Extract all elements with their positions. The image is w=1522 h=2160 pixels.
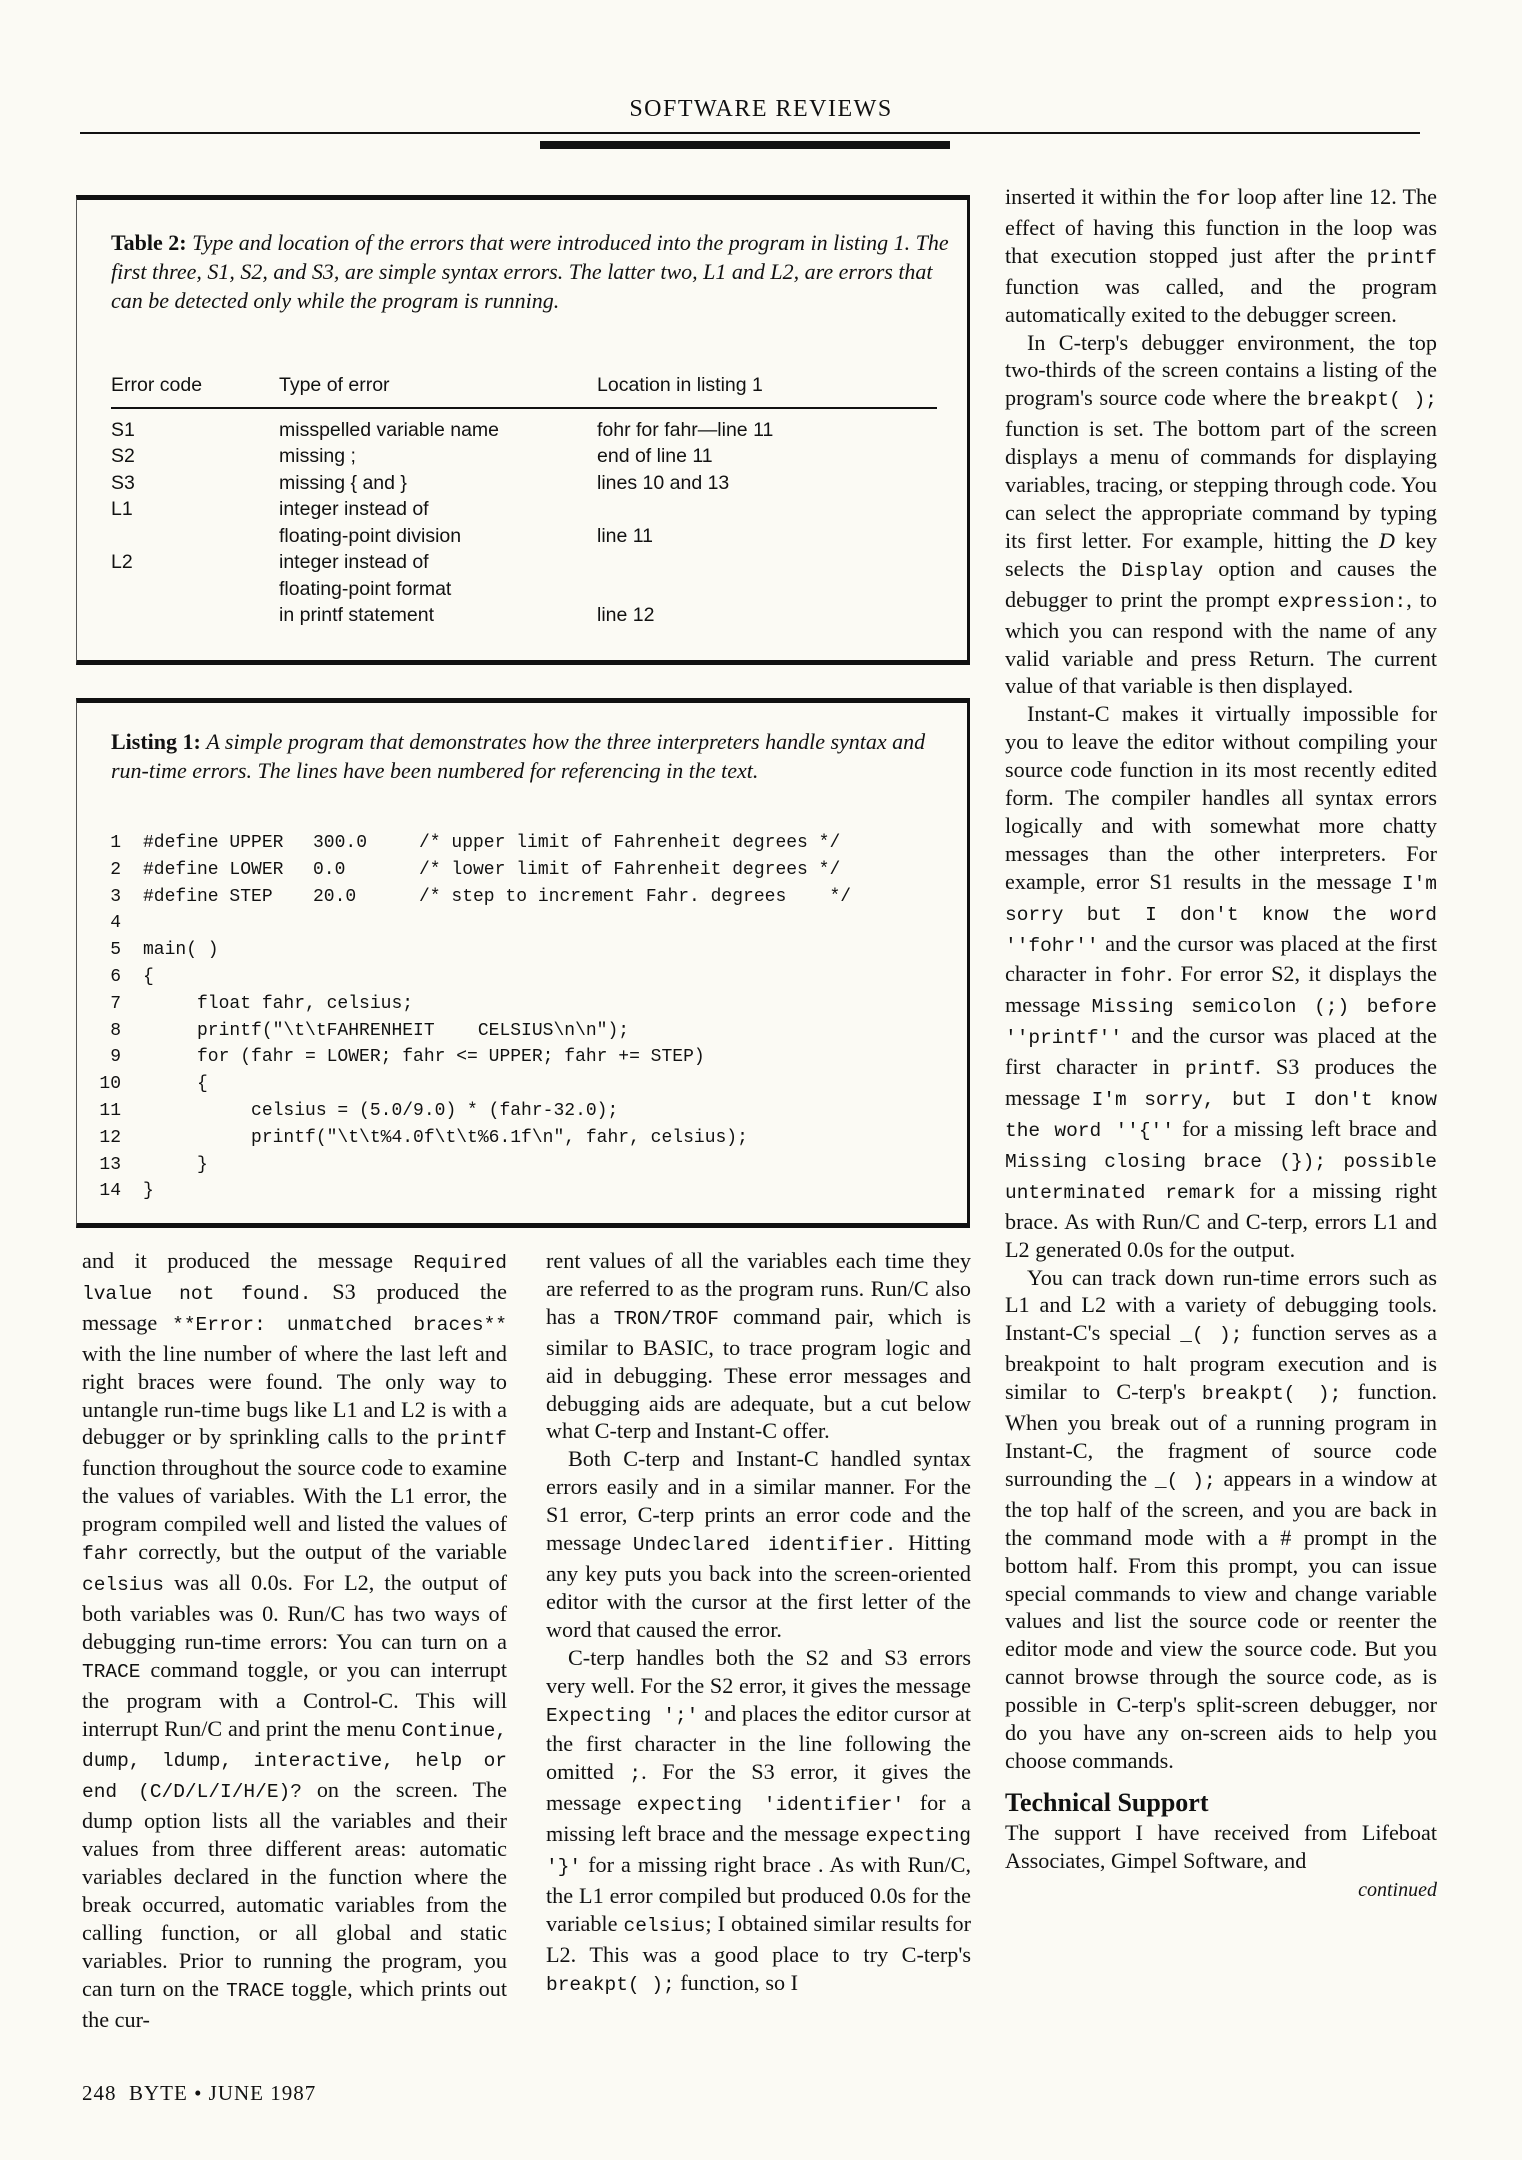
code-text: } xyxy=(143,1154,208,1175)
paragraph: and it produced the message Required lvalue not found. S3 produced the message **Error: unmatched braces** with the line number of where the last left and right braces were found. The only way to untangle run-time bugs like L1 and L2 is with a debugger or by sprinkling calls to the printf function throughout the source code to examine the values of variables. With the L1 error, the program compiled well and listed the values of fahr correctly, but the output of the variable celsius was all 0.0s. For L2, the output of both variables was 0. Run/C has two ways of debugging run-time errors: You can turn on a TRACE command toggle, or you can interrupt the program with a Control-C. This will interrupt Run/C and print the menu Continue, dump, ldump, interactive, help or end (C/D/L/I/H/E)? on the screen. The dump option lists all the variables and their values from three different areas: automatic variables declared in the function where the break occurred, automatic variables from the calling function, or all global and static variables. Prior to running the program, you can turn on the TRACE toggle, which prints out the cur- xyxy=(82,1248,507,2032)
inline-code: expecting 'identifier' xyxy=(636,1794,905,1817)
error-type-line: integer instead of xyxy=(279,551,429,573)
code-text: #define LOWER xyxy=(143,859,284,880)
table-row xyxy=(111,470,937,497)
error-code: S1 xyxy=(111,418,135,441)
error-code: L1 xyxy=(111,498,133,520)
error-type xyxy=(279,549,597,629)
error-location: lines 10 and 13 xyxy=(597,471,730,494)
code-value: 20.0 xyxy=(313,886,357,907)
error-location xyxy=(597,496,937,549)
code-text: main( ) xyxy=(143,940,219,961)
listing-1-caption xyxy=(111,727,951,785)
inline-code: printf xyxy=(1366,246,1437,269)
line-number: 14 xyxy=(99,1181,121,1202)
section-heading: Technical Support xyxy=(1005,1787,1209,1817)
line-number: 3 xyxy=(110,886,121,907)
table-row xyxy=(111,408,937,444)
paragraph: Instant-C makes it virtually impossible for you to leave the editor without compiling your source code function in its most recently edited form. The compiler handles all syntax errors logically and with somewhat more chatty messages than the other interpreters. For example, error S1 results in the message I'm sorry but I don't know the word ''fohr'' and the cursor was placed at the first character in fohr. For error S2, it displays the message Missing semicolon (;) before ''printf'' and the cursor was placed at the first character in printf. S3 produces the message I'm sorry, but I don't know the word ''{'' for a missing left brace and Missing closing brace (}); possible unterminated remark for a missing right brace. As with Run/C and C-terp, errors L1 and L2 generated 0.0s for the output. xyxy=(1005,701,1438,1262)
code-comment: /* step to increment Fahr. degrees */ xyxy=(419,886,852,907)
header-bar xyxy=(540,141,950,149)
column-3 xyxy=(1005,183,1437,1905)
inline-code: expecting '}' xyxy=(546,1825,971,1879)
code-text: printf("\t\t%4.0f\t\t%6.1f\n", fahr, celsius); xyxy=(143,1127,748,1148)
error-type-line: floating-point format xyxy=(279,577,452,600)
table-2-caption-text: Type and location of the errors that were introduced into the program in listing 1. The first three, S1, S2, and S3, are simple syntax errors. The latter two, L1 and L2, are errors that can be detected only while the program is running. xyxy=(111,230,949,313)
inline-code: breakpt( ); xyxy=(1307,389,1437,412)
inline-code: _( ); xyxy=(1154,1469,1216,1492)
code-value: 300.0 xyxy=(313,833,368,853)
inline-code: expression: xyxy=(1277,590,1407,613)
error-code: S2 xyxy=(111,445,135,467)
inline-code: printf xyxy=(1184,1058,1256,1081)
code-comment: /* upper limit of Fahrenheit degrees */ xyxy=(419,833,841,853)
inline-code: Missing semicolon (;) before ''printf'' xyxy=(1005,996,1437,1050)
inline-code: ; xyxy=(629,1763,642,1786)
error-type: misspelled variable name xyxy=(279,418,500,441)
code-text: } xyxy=(143,1181,154,1202)
code-comment: /* lower limit of Fahrenheit degrees */ xyxy=(419,859,841,880)
inline-code: celsius xyxy=(623,1914,706,1937)
inline-code: **Error: unmatched braces** xyxy=(172,1313,507,1336)
code-text: celsius = (5.0/9.0) * (fahr-32.0); xyxy=(143,1100,619,1121)
paragraph: You can track down run-time errors such as L1 and L2 with a variety of debugging tools. Instant-C's special _( ); function serves as a breakpoint to halt program execution and is similar to C-terp's breakpt( ); function. When you break out of a running program in Instant-C, the fragment of source code surrounding the _( ); appears in a window at the top half of the screen, and you are back in the command mode with a # prompt in the bottom half. From this prompt, you can issue special commands to view and change variable values and list the source code or reenter the editor mode and view the source code. But you cannot browse through the source code, as is possible in C-terp's split-screen debugger, nor do you have any on-screen aids to help you choose commands. xyxy=(1005,1264,1438,1773)
code-text: #define STEP xyxy=(143,886,273,907)
column-1 xyxy=(82,1247,507,2033)
table-2-box xyxy=(76,195,970,665)
inline-code: celsius xyxy=(82,1573,164,1596)
line-number: 6 xyxy=(110,966,121,987)
line-number: 9 xyxy=(110,1047,121,1068)
inline-code: Display xyxy=(1121,559,1204,582)
inline-code: Continue, dump, ldump, interactive, help or end (C/D/L/I/H/E)? xyxy=(82,1719,507,1804)
line-number: 11 xyxy=(99,1100,121,1121)
code-text: for (fahr = LOWER; fahr <= UPPER; fahr += STEP) xyxy=(143,1047,705,1068)
line-number: 2 xyxy=(110,859,121,880)
header-error-code: Error code xyxy=(111,372,279,408)
inline-code: Undeclared identifier. xyxy=(632,1534,897,1557)
error-table-header xyxy=(111,372,937,408)
error-type-line: floating-point division xyxy=(279,524,462,547)
listing-1-box xyxy=(76,698,970,1228)
error-type xyxy=(279,496,597,549)
table-row xyxy=(111,443,937,470)
error-location-text: line 11 xyxy=(597,524,654,547)
line-number: 12 xyxy=(99,1127,121,1148)
inline-code: TRON/TROF xyxy=(613,1307,719,1330)
inline-code: printf xyxy=(436,1428,507,1451)
running-head: SOFTWARE REVIEWS xyxy=(629,96,893,122)
header-rule xyxy=(80,132,1420,134)
inline-code: I'm sorry but I don't know the word ''fohr'' xyxy=(1005,872,1437,957)
column-2 xyxy=(546,1247,971,2000)
paragraph: The support I have received from Lifeboat Associates, Gimpel Software, and xyxy=(1005,1819,1437,1873)
table-row xyxy=(111,549,937,629)
error-type-line: in printf statement xyxy=(279,604,434,626)
inline-code: TRACE xyxy=(82,1660,141,1683)
line-number: 5 xyxy=(110,940,121,961)
paragraph: Both C-terp and Instant-C handled syntax errors easily and in a similar manner. For the S1 error, C-terp prints an error code and the message Undeclared identifier. Hitting any key puts you back into the screen-oriented editor with the cursor at the first letter of the word that caused the error. xyxy=(546,1446,971,1642)
code-text: { xyxy=(143,966,154,987)
error-location: end of line 11 xyxy=(597,445,713,467)
error-location-text: line 12 xyxy=(597,604,655,626)
paragraph: C-terp handles both the S2 and S3 errors very well. For the S2 error, it gives the message Expecting ';' and places the editor cursor at the first character in the line following the omitted ;. For the S3 error, it gives the message expecting 'identifier' for a missing left brace and the message expecting '}' for a missing right brace . As with Run/C, the L1 error compiled but produced 0.0s for the variable celsius; I obtained similar results for L2. This was a good place to try C-terp's breakpt( ); function, so I xyxy=(546,1644,972,1996)
inline-code: fohr xyxy=(1120,965,1167,988)
error-location: fohr for fahr—line 11 xyxy=(597,418,774,441)
paragraph: In C-terp's debugger environment, the top two-thirds of the screen contains a listing of the program's source code where the breakpt( ); function is set. The bottom part of the screen displays a menu of commands for displaying variables, tracing, or stepping through code. You can select the appropriate command by typing its first letter. For example, hitting the D key selects the Display option and causes the debugger to print the prompt expression:, to which you can respond with the name of any valid variable and press Return. The current value of that variable is then displayed. xyxy=(1005,329,1437,699)
inline-code: for xyxy=(1195,188,1232,210)
code-text: float fahr, celsius; xyxy=(143,993,414,1014)
paragraph: rent values of all the variables each time they are referred to as the program runs. Run/C also has a TRON/TROF command pair, which is similar to BASIC, to trace program logic and aid in debugging. These error messages and debugging aids are adequate, but a cut below what C-terp and Instant-C offer. xyxy=(546,1248,971,1444)
code-text: { xyxy=(143,1074,208,1095)
code-text: #define UPPER xyxy=(143,833,284,853)
inline-code: Expecting ';' xyxy=(546,1704,699,1727)
inline-code: fahr xyxy=(82,1543,129,1566)
line-number: 10 xyxy=(99,1074,121,1095)
header-type-of-error: Type of error xyxy=(279,372,597,408)
italic-text: D xyxy=(1378,527,1395,553)
listing-1-label: Listing 1: xyxy=(111,729,201,754)
continued-note: continued xyxy=(1358,1878,1437,1901)
inline-code: breakpt( ); xyxy=(546,1973,675,1996)
inline-code: I'm sorry, but I don't know the word ''{'' xyxy=(1005,1089,1438,1142)
inline-code: TRACE xyxy=(226,1979,285,2002)
line-number: 7 xyxy=(110,993,121,1014)
code-text: printf("\t\tFAHRENHEIT CELSIUS\n\n"); xyxy=(143,1020,630,1041)
error-code: S3 xyxy=(111,471,135,494)
table-2-caption xyxy=(111,228,951,315)
error-location xyxy=(597,549,937,629)
inline-code: Required lvalue not found. xyxy=(82,1252,507,1305)
listing-1-caption-text: A simple program that demonstrates how the three interpreters handle syntax and run-time errors. The lines have been numbered for referencing in the text. xyxy=(111,729,926,783)
table-row xyxy=(111,496,937,549)
error-type: missing ; xyxy=(279,445,356,467)
inline-code: Missing closing brace (}); possible unterminated remark xyxy=(1005,1150,1437,1204)
error-type-line: integer instead of xyxy=(279,498,429,520)
line-number: 13 xyxy=(99,1154,121,1175)
line-number: 4 xyxy=(110,913,121,934)
inline-code: breakpt( ); xyxy=(1201,1383,1342,1406)
error-type: missing { and } xyxy=(279,471,407,494)
paragraph: inserted it within the for loop after line 12. The effect of having this function in the loop was that execution stopped just after the printf function was called, and the program automatically exited to the debugger screen. xyxy=(1005,184,1437,327)
inline-code: _( ); xyxy=(1180,1324,1243,1347)
page-footer: 248 BYTE • JUNE 1987 xyxy=(82,2081,317,2105)
error-table xyxy=(111,372,937,629)
error-code: L2 xyxy=(111,551,133,573)
line-number: 8 xyxy=(110,1020,121,1041)
table-2-label: Table 2: xyxy=(111,230,187,255)
header-location: Location in listing 1 xyxy=(597,372,937,408)
code-value: 0.0 xyxy=(313,859,346,880)
line-number: 1 xyxy=(110,833,121,853)
